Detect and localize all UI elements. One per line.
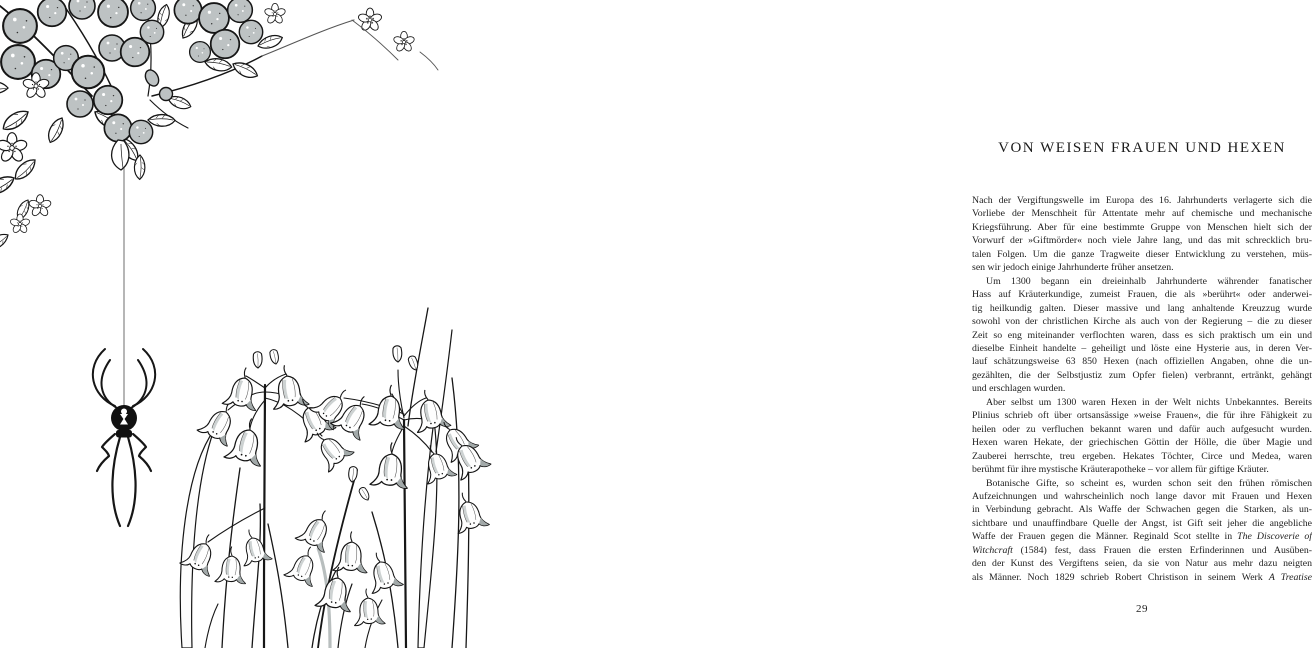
text-line: Kriegsführung. Aber für eine bestimmte Gruppe von Menschen hielt sich der xyxy=(972,221,1312,233)
text-line: Nach der Vergiftungswelle im Europa des 16. Jahrhunderts verlagerte sich die xyxy=(972,195,1312,206)
text-line: Botanische Gifte, so scheint es, wurden schon seit den frühen römischen xyxy=(986,477,1312,489)
text-line: Zauberei herrschte, treu ergeben. Hekates Töchter, Circe und Medea, waren xyxy=(972,450,1312,462)
text-line: berühmt für ihre mystische Kräuterapotheke – vor allem für giftige Kräuter. xyxy=(972,464,1269,476)
botanical-illustration xyxy=(0,0,470,648)
right-page xyxy=(470,0,1312,648)
page-number: 29 xyxy=(1136,603,1148,615)
text-line: den der Kunst des Vergiftens seien, da sie von Natur aus mehr dazu neigten xyxy=(972,558,1312,570)
text-line: Witchcraft (1584) fest, dass Frauen die ersten Erfinderinnen und Ausüben- xyxy=(972,544,1312,556)
text-line: in Verbindung gebracht. Als Waffe der Schwachen gegen die Starken, als un- xyxy=(972,504,1312,516)
text-line: talen Folgen. Um die ganze Tragweite dieser Entwicklung zu verstehen, müs- xyxy=(972,248,1312,260)
text-line: Vorwurf der »Giftmörder« noch viele Jahre lang, und das mit schrecklich bru- xyxy=(972,235,1312,247)
text-line: lauf schätzungsweise 63 850 Hexen (nach offiziellen Angaben, ohne die un- xyxy=(972,356,1312,368)
body-text xyxy=(972,194,1312,584)
text-line: Waffe der Frauen gegen die Männer. Reginald Scot stellte in The Discoverie of xyxy=(972,531,1312,543)
text-line: Vorliebe der Menschheit für Attentate mehr auf chemische und mechanische xyxy=(972,208,1312,220)
text-line: Aufzeichnungen und wahrscheinlich noch lange davor mit Frauen und Hexen xyxy=(972,490,1312,502)
berry-branch-illustration xyxy=(0,0,438,252)
text-line: heilen oder zu verfluchen bekannt waren und dafür auch aufgesucht wurden. xyxy=(972,423,1312,435)
text-line: Hass auf Kräuterkundige, zumeist Frauen, die als »berührt« oder anderwei- xyxy=(972,289,1312,301)
text-line: sowohl von der christlichen Kirche als auch von der Regierung – die zu dieser xyxy=(972,316,1312,328)
text-line: Um 1300 begann ein dreieinhalb Jahrhunderte währender fanatischer xyxy=(986,275,1312,287)
text-line: Zeit so eng miteinander verflochten waren, dass es sich praktisch um ein und xyxy=(972,329,1312,341)
text-line: Aber selbst um 1300 waren Hexen in der Welt nichts Unbekanntes. Bereits xyxy=(986,396,1312,408)
text-line: dieselbe Einheit handelte – geheiligt und löste eine Hysterie aus, in deren Ver- xyxy=(972,342,1312,354)
text-line: gezählten, die der Selbstjustiz zum Opfer fielen) verbrannt, ertränkt, gehängt xyxy=(972,369,1312,381)
text-line: und erschlagen wurden. xyxy=(972,383,1066,395)
text-line: tig heilkundig galten. Dieser massive und lang anhaltende Kreuzzug wurde xyxy=(972,302,1312,314)
text-line: Hexen waren Hekate, der griechischen Göttin der Hölle, die über Magie und xyxy=(972,437,1312,449)
chapter-heading: VON WEISEN FRAUEN UND HEXEN xyxy=(998,140,1286,156)
text-line: Plinius schrieb oft über ortsansässige »weise Frauen«, die für ihre Fähigkeit zu xyxy=(972,410,1312,422)
text-line: sen wir jedoch einige Jahrhunderte früher ansetzen. xyxy=(972,262,1174,274)
bluebell-illustration xyxy=(180,308,491,648)
text-line: als Männer. Noch 1829 schrieb Robert Christison in seinem Werk A Treatise xyxy=(972,571,1312,583)
left-page xyxy=(0,0,470,648)
text-line: sichtbare und unauffindbare Quelle der Angst, ist Gift seit jeher die angebliche xyxy=(972,517,1312,529)
